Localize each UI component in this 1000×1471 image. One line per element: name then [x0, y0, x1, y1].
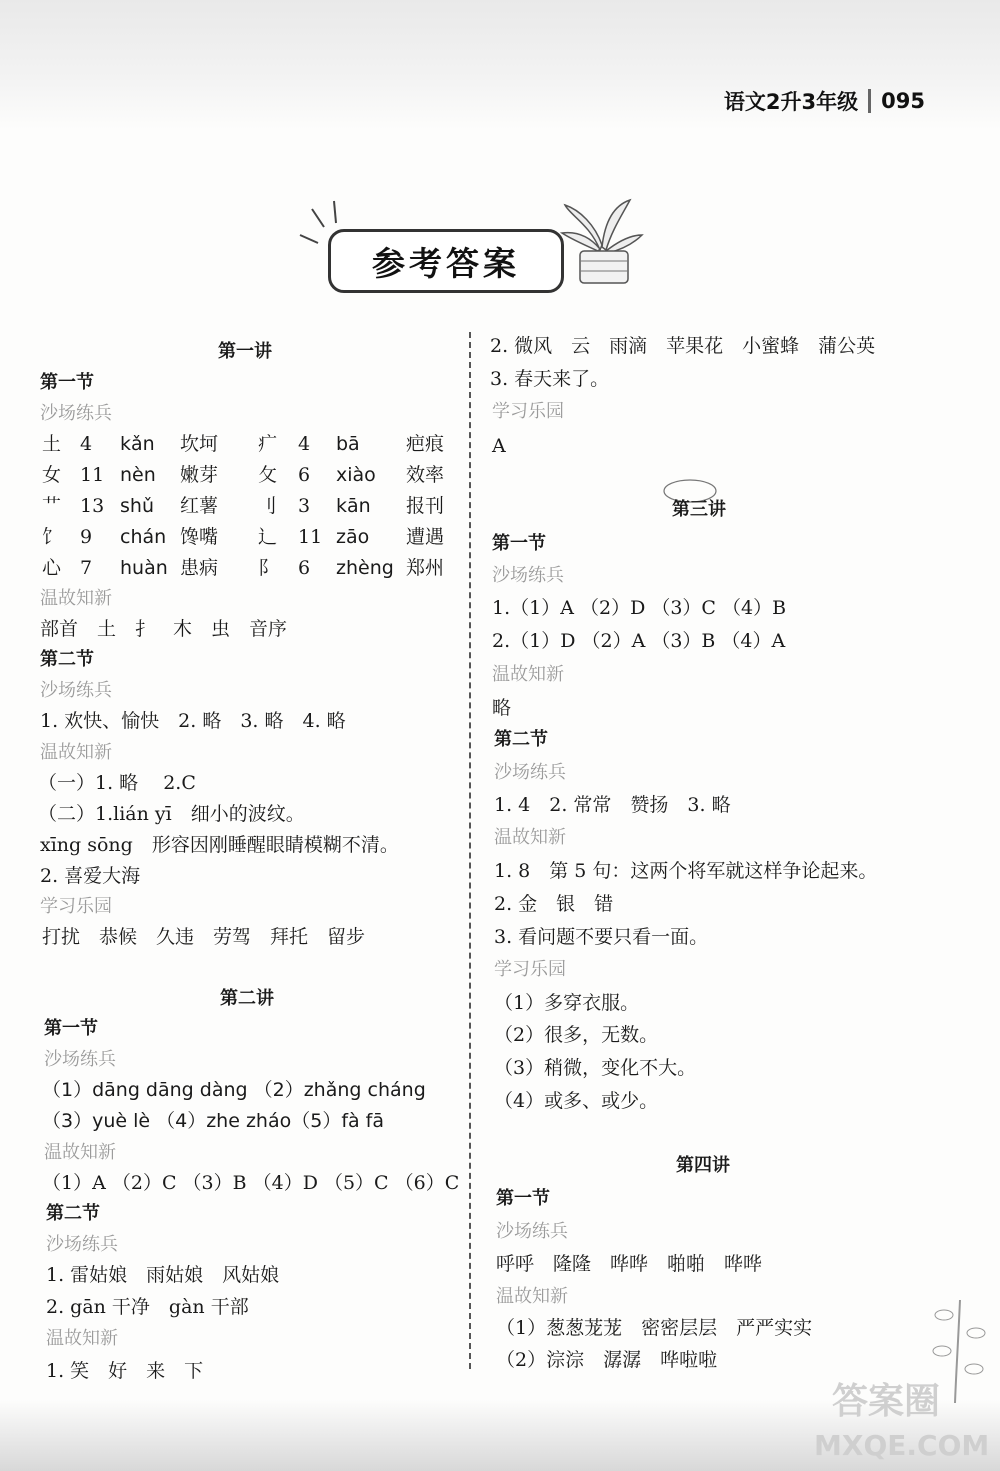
- table-cell: 9: [80, 526, 93, 548]
- watermark-text: MXQE.COM: [814, 1429, 990, 1462]
- exercise-label: 温故知新: [40, 588, 112, 609]
- table-cell: 报刊: [406, 495, 445, 517]
- answer-line: 1. 雷姑娘 雨姑娘 风姑娘: [46, 1264, 280, 1286]
- table-cell: 遭遇: [406, 526, 445, 548]
- answer-line: （1）A （2）C （3）B （4）D （5）C （6）C: [42, 1172, 460, 1194]
- lecture-title: 第三讲: [672, 499, 726, 520]
- lecture-title: 第四讲: [676, 1155, 730, 1176]
- answer-title-banner: [290, 195, 650, 305]
- page-title: 参考答案: [372, 243, 520, 283]
- section-title: 第二节: [46, 1203, 100, 1224]
- table-cell: 刂: [258, 495, 278, 517]
- table-cell: 艹: [42, 495, 62, 517]
- table-cell: 辶: [258, 526, 278, 548]
- table-cell: bā: [336, 433, 360, 455]
- answer-line: 1. 8 第 5 句：这两个将军就这样争论起来。: [494, 860, 878, 882]
- answer-line: 部首 土 扌 木 虫 音序: [40, 618, 288, 640]
- exercise-label: 温故知新: [494, 827, 566, 848]
- answer-line: 1. 4 2. 常常 赞扬 3. 略: [494, 794, 731, 816]
- answer-line: 2. 金 银 错: [494, 893, 614, 915]
- exercise-label: 沙场练兵: [46, 1234, 118, 1255]
- answer-line: 3. 看问题不要只看一面。: [494, 926, 709, 948]
- table-cell: 11: [80, 464, 105, 486]
- svg-text:答案圈: 答案圈: [832, 1381, 941, 1422]
- header-subject: 语文2升3年级: [723, 90, 859, 114]
- table-cell: 攵: [258, 464, 278, 486]
- exercise-label: 温故知新: [44, 1142, 116, 1163]
- exercise-label: 温故知新: [46, 1328, 118, 1349]
- answer-line: 2. 微风 云 雨滴 苹果花 小蜜蜂 蒲公英: [490, 335, 876, 357]
- table-cell: xiào: [336, 464, 376, 486]
- exercise-label: 沙场练兵: [40, 680, 112, 701]
- answer-line: （3）yuè lè （4）zhe zháo（5）fà fā: [42, 1110, 385, 1132]
- table-cell: zhèng: [336, 557, 394, 579]
- answer-line: 3. 春天来了。: [490, 368, 610, 390]
- table-cell: 11: [298, 526, 323, 548]
- table-cell: 郑州: [406, 557, 445, 579]
- exercise-label: 学习乐园: [492, 401, 564, 422]
- answer-line: （二）1.lián yī 细小的波纹。: [38, 803, 305, 825]
- table-cell: kān: [336, 495, 371, 517]
- table-cell: 阝: [258, 557, 278, 579]
- answer-line: （一）1. 略 2.C: [38, 772, 196, 794]
- column-divider: [469, 332, 471, 1369]
- answer-line: （4）或多、或少。: [494, 1090, 659, 1112]
- section-title: 第二节: [40, 649, 94, 670]
- section-title: 第一节: [44, 1018, 98, 1039]
- table-cell: 疒: [258, 433, 278, 455]
- table-cell: 红薯: [180, 495, 219, 517]
- exercise-label: 沙场练兵: [44, 1049, 116, 1070]
- answer-line: （3）稍微，变化不大。: [494, 1057, 697, 1079]
- page-header: [724, 86, 925, 116]
- exercise-label: 沙场练兵: [492, 565, 564, 586]
- exercise-label: 温故知新: [492, 664, 564, 685]
- answer-line: （1）dāng dāng dàng （2）zhǎng cháng: [42, 1079, 426, 1101]
- answer-line: （1）葱葱茏茏 密密层层 严严实实: [496, 1317, 813, 1339]
- table-cell: 患病: [180, 557, 219, 579]
- answer-line: 1. 笑 好 来 下: [46, 1360, 204, 1382]
- table-cell: zāo: [336, 526, 370, 548]
- header-page-number: 095: [881, 89, 925, 113]
- table-cell: 嫩芽: [180, 464, 219, 486]
- exercise-label: 温故知新: [40, 742, 112, 763]
- lecture-title: 第一讲: [218, 341, 272, 362]
- watermark-logo: [810, 1375, 995, 1465]
- answer-line: 呼呼 隆隆 哗哗 啪啪 哗哗: [496, 1253, 763, 1275]
- table-cell: 馋嘴: [180, 526, 219, 548]
- table-cell: 4: [80, 433, 93, 455]
- table-cell: huàn: [120, 557, 168, 579]
- table-cell: 土: [42, 433, 62, 455]
- table-cell: nèn: [120, 464, 156, 486]
- answer-line: （2）淙淙 潺潺 哗啦啦: [496, 1349, 718, 1371]
- answer-line: 2. 喜爱大海: [40, 865, 141, 887]
- table-cell: 效率: [406, 464, 445, 486]
- table-cell: 女: [42, 464, 62, 486]
- answer-line: 打扰 恭候 久违 劳驾 拜托 留步: [42, 926, 366, 948]
- answer-line: 2.（1）D （2）A （3）B （4）A: [492, 630, 786, 652]
- table-cell: 4: [298, 433, 311, 455]
- potted-plant-icon: [560, 195, 645, 295]
- exercise-label: 温故知新: [496, 1286, 568, 1307]
- answer-line: （1）多穿衣服。: [494, 992, 640, 1014]
- section-title: 第二节: [494, 729, 548, 750]
- exercise-label: 学习乐园: [494, 959, 566, 980]
- table-cell: 7: [80, 557, 93, 579]
- answer-line: 1. 欢快、愉快 2. 略 3. 略 4. 略: [40, 710, 346, 732]
- title-box: [328, 229, 564, 293]
- exercise-label: 沙场练兵: [496, 1221, 568, 1242]
- table-cell: kǎn: [120, 433, 155, 455]
- answer-line: 略: [492, 697, 512, 719]
- exercise-label: 沙场练兵: [40, 403, 112, 424]
- exercise-label: 沙场练兵: [494, 762, 566, 783]
- answer-line: （2）很多，无数。: [494, 1024, 659, 1046]
- answer-line: xīng sōng 形容因刚睡醒眼睛模糊不清。: [40, 834, 399, 856]
- table-cell: 6: [298, 557, 311, 579]
- table-cell: 13: [80, 495, 105, 517]
- header-divider: [868, 89, 871, 113]
- answer-line: 2. gān 干净 gàn 干部: [46, 1296, 249, 1318]
- section-title: 第一节: [496, 1188, 550, 1209]
- table-cell: 饣: [42, 526, 62, 548]
- exercise-label: 学习乐园: [40, 896, 112, 917]
- table-cell: shǔ: [120, 495, 154, 517]
- section-title: 第一节: [492, 533, 546, 554]
- table-cell: 坎坷: [180, 433, 219, 455]
- table-cell: 6: [298, 464, 311, 486]
- table-cell: chán: [120, 526, 167, 548]
- table-cell: 心: [42, 557, 62, 579]
- lecture-title: 第二讲: [220, 988, 274, 1009]
- table-cell: 3: [298, 495, 311, 517]
- section-title: 第一节: [40, 372, 94, 393]
- table-cell: 疤痕: [406, 433, 445, 455]
- answer-line: A: [492, 435, 506, 457]
- answer-line: 1.（1）A （2）D （3）C （4）B: [492, 597, 787, 619]
